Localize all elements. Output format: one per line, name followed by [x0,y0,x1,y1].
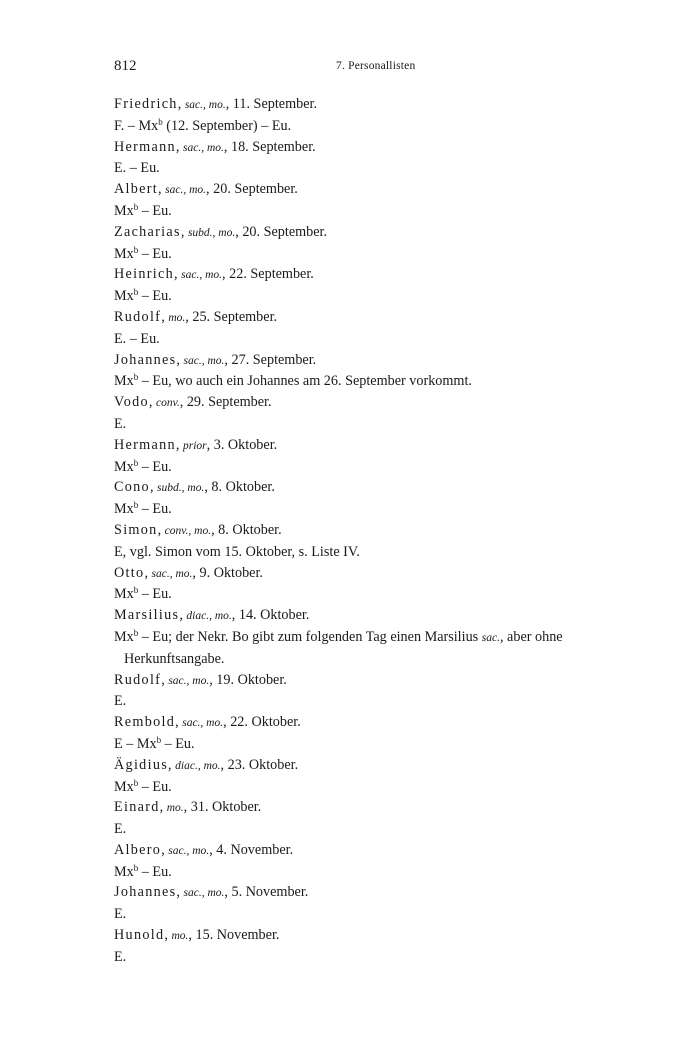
text-segment: Mx [114,458,134,475]
person-entry [114,925,654,947]
source-note [114,777,654,798]
text-segment: , 20. September. [206,181,298,198]
text-segment: , 31. Oktober. [183,799,262,816]
source-note [114,947,654,968]
person-entry [114,137,654,159]
page-header [114,58,634,80]
text-segment: E. [114,693,127,710]
person-name: Cono [114,479,150,496]
text-segment: – Eu. [138,778,172,795]
text-segment: , [176,351,184,368]
source-note [114,201,654,222]
text-segment: – Eu; der Nekr. Bo gibt zum folgenden Tag einen Marsilius [138,628,482,645]
text-segment: E. [114,948,127,965]
person-entry [114,670,654,692]
person-name: Johannes [114,351,177,368]
text-segment: , [175,436,183,453]
person-name: Heinrich [114,266,175,283]
superscript: b [133,244,139,255]
text-segment: – Eu. [138,863,172,880]
page-number: 812 [114,58,137,74]
person-name: Albero [114,841,162,858]
text-segment: E. – Eu. [114,160,160,177]
person-entry [114,307,654,329]
superscript: b [156,734,162,745]
person-name: Albert [114,181,159,198]
abbreviation-italic: sac., mo. [183,887,225,900]
source-note [114,627,654,649]
person-name: Hermann [114,138,176,155]
abbreviation-italic: subd., mo. [187,226,236,239]
text-segment: E. [114,415,127,432]
superscript: b [133,372,139,383]
text-segment: – Eu, wo auch ein Johannes am 26. September vorkommt. [138,373,472,390]
text-segment: Mx [114,863,134,880]
person-entry [114,477,654,499]
person-entry [114,222,654,244]
source-note [114,414,654,435]
person-entry [114,350,654,372]
text-segment: , 11. September. [225,96,317,112]
source-note [114,862,654,883]
text-segment: , 19. Oktober. [209,671,287,688]
text-segment: , [159,799,167,816]
text-segment: , 4. November. [209,841,294,858]
person-name: Hermann [114,436,176,453]
abbreviation-italic: diac., mo. [175,759,221,772]
text-segment: , [177,96,185,112]
superscript: b [133,627,139,638]
abbreviation-italic: sac., mo. [151,567,193,580]
text-segment: , 29. September. [179,394,272,411]
text-segment: , [164,927,172,944]
person-name: Johannes [114,884,177,901]
person-entry [114,563,654,585]
abbreviation-italic: conv., mo. [164,524,212,537]
person-entry [114,264,654,286]
text-segment: , 22. September. [222,266,314,283]
text-segment: E, vgl. Simon vom 15. Oktober, s. Liste IV. [114,543,360,560]
text-segment: , 18. September. [223,138,316,155]
person-entry [114,94,654,116]
person-entry [114,797,654,819]
text-segment: , 27. September. [224,351,317,368]
text-segment: , 5. November. [224,884,309,901]
person-entry [114,520,654,542]
abbreviation-italic: subd., mo. [157,482,205,495]
text-segment: , [148,394,156,411]
text-segment: Mx [114,202,134,219]
source-note [114,329,654,350]
text-segment: , [168,756,176,773]
person-entry [114,392,654,414]
abbreviation-italic: mo. [166,802,184,815]
abbreviation-italic: conv. [156,397,180,410]
source-note [114,819,654,840]
text-segment: (12. September) – Eu. [162,117,292,134]
source-note [114,904,654,925]
text-segment: – Eu. [138,501,172,518]
person-entry [114,179,654,201]
text-segment: F. – Mx [114,117,159,134]
text-segment: , 8. Oktober. [211,521,282,538]
text-segment: E – Mx [114,735,157,752]
source-note [114,542,654,563]
text-segment: , [179,607,187,624]
source-note [114,286,654,307]
text-segment: , [175,138,183,155]
person-entry [114,435,654,457]
superscript: b [133,201,139,212]
abbreviation-italic: sac., mo. [182,717,224,730]
abbreviation-italic: prior [182,439,207,452]
source-note [114,158,654,179]
abbreviation-italic: sac., mo. [168,674,210,687]
text-segment: , [161,841,169,858]
person-entry [114,840,654,862]
text-segment: Mx [114,288,134,305]
person-name: Ägidius [114,756,169,773]
text-segment: Mx [114,245,134,262]
text-segment: – Eu. [138,288,172,305]
person-name: Marsilius [114,607,180,624]
person-entry [114,605,654,627]
text-segment: , 25. September. [185,308,278,325]
person-name: Friedrich [114,96,178,112]
text-segment: Herkunftsangabe. [124,650,225,667]
person-name: Zacharias [114,223,181,240]
superscript: b [133,500,139,511]
text-segment: , [158,181,166,198]
running-head: 7. Personallisten [336,60,416,72]
text-segment: , [176,884,184,901]
abbreviation-italic: sac., mo. [184,99,226,111]
source-note [114,691,654,712]
person-entry [114,882,654,904]
text-segment: , 23. Oktober. [220,756,299,773]
source-note [114,244,654,265]
abbreviation-italic: sac., mo. [181,269,223,282]
person-name: Otto [114,564,145,581]
text-segment: , 22. Oktober. [223,714,301,731]
text-segment: , [157,521,165,538]
source-note [114,499,654,520]
person-entry [114,755,654,777]
abbreviation-italic: sac., mo. [165,184,207,197]
source-note [114,457,654,478]
text-segment: – Eu. [138,202,172,219]
text-segment: – Eu. [138,458,172,475]
person-name: Simon [114,521,158,538]
text-segment: E. – Eu. [114,330,160,347]
source-note [114,116,654,137]
text-segment: , 14. Oktober. [231,607,310,624]
text-segment: Mx [114,373,134,390]
text-segment: , [174,266,182,283]
source-note [114,371,654,392]
text-segment: , [175,714,183,731]
text-segment: Mx [114,501,134,518]
superscript: b [133,777,139,788]
text-segment: – Eu. [138,245,172,262]
person-name: Einard [114,799,160,816]
abbreviation-italic: sac. [481,631,500,644]
text-segment: – Eu. [161,735,195,752]
text-segment: , 15. November. [188,927,280,944]
source-note-continuation [114,649,654,670]
text-segment: , [149,479,158,496]
abbreviation-italic: sac., mo. [183,354,225,367]
text-segment: , 3. Oktober. [206,436,278,453]
superscript: b [133,862,139,873]
text-segment: E. [114,821,127,838]
superscript: b [133,585,139,596]
text-segment: , 8. Oktober. [204,479,275,496]
person-name: Hunold [114,927,165,944]
text-segment: , [161,308,169,325]
entry-list [114,94,654,968]
person-entry [114,712,654,734]
person-name: Vodo [114,394,149,411]
abbreviation-italic: sac., mo. [168,844,210,857]
text-segment: , [144,564,152,581]
superscript: b [158,116,163,127]
abbreviation-italic: mo. [171,930,189,943]
abbreviation-italic: mo. [168,311,186,324]
person-name: Rudolf [114,671,162,688]
person-name: Rudolf [114,308,162,325]
abbreviation-italic: sac., mo. [182,141,224,154]
text-segment: Mx [114,628,134,645]
person-name: Rembold [114,714,176,731]
text-segment: , [161,671,169,688]
text-segment: , [180,223,188,240]
text-segment: , aber ohne [499,628,563,645]
text-segment: , 9. Oktober. [192,564,263,581]
source-note [114,734,654,755]
abbreviation-italic: diac., mo. [186,610,232,623]
source-note [114,584,654,605]
text-segment: Mx [114,586,134,603]
text-segment: – Eu. [138,586,172,603]
text-segment: Mx [114,778,134,795]
text-segment: , 20. September. [235,223,328,240]
superscript: b [133,287,139,298]
superscript: b [133,457,139,468]
text-segment: E. [114,906,127,923]
